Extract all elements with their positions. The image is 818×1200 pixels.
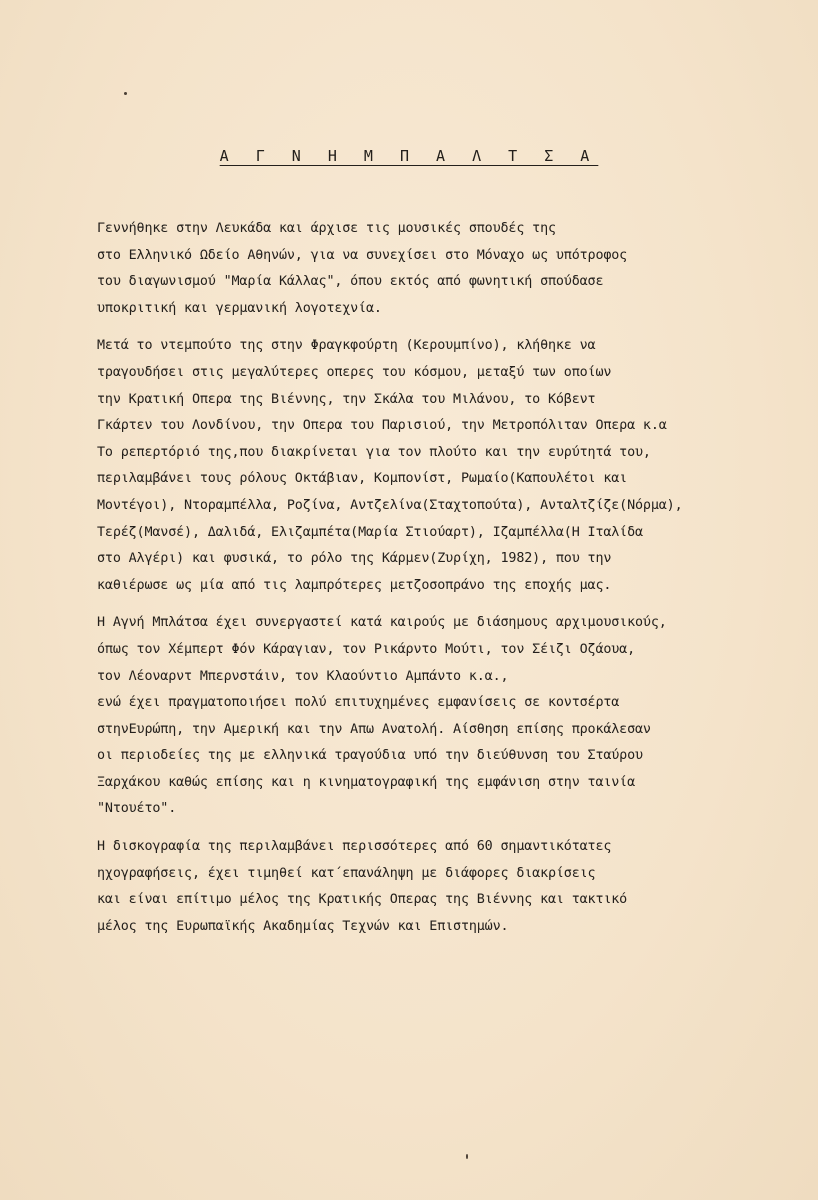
text-line: στο Ελληνικό Ωδείο Αθηνών, για να συνεχίσει στο Μόναχο ως υπότροφος	[97, 247, 628, 263]
text-line: περιλαμβάνει τους ρόλους Οκτάβιαν, Κομπονίστ, Ρωμαίο(Καπουλέτοι και	[97, 471, 628, 487]
document-body	[97, 216, 782, 951]
text-line: Τερέζ(Μανσέ), Δαλιδά, Ελιζαμπέτα(Μαρία Στιούαρτ), Ιζαμπέλλα(Η Ιταλίδα	[97, 524, 643, 540]
page-title: Α Γ Ν Η Μ Π Α Λ Τ Σ Α	[219, 147, 599, 165]
text-line: Γεννήθηκε στην Λευκάδα και άρχισε τις μουσικές σπουδές της	[97, 221, 556, 236]
text-line: τραγουδήσει στις μεγαλύτερες οπερες του κόσμου, μεταξύ των οποίων	[97, 364, 612, 380]
text-line: και είναι επίτιμο μέλος της Κρατικής Οπερας της Βιέννης και τακτικό	[97, 892, 628, 908]
paragraph-discography	[97, 834, 782, 940]
text-line: Γκάρτεν του Λονδίνου, την Οπερα του Παρισιού, την Μετροπόλιταν Οπερα κ.α	[97, 418, 667, 434]
text-line: στο Αλγέρι) και φυσικά, το ρόλο της Κάρμεν(Ζυρίχη, 1982), που την	[97, 551, 612, 567]
text-line: Μετά το ντεμπούτο της στην Φραγκφούρτη (Κερουμπίνο), κλήθηκε να	[97, 338, 596, 354]
text-line: υποκριτική και γερμανική λογοτεχνία.	[97, 300, 382, 316]
text-line: καθιέρωσε ως μία από τις λαμπρότερες μετζοσοπράνο της εποχής μας.	[97, 577, 612, 593]
paper-speck	[466, 1154, 468, 1159]
text-line: Η Αγνή Μπλάτσα έχει συνεργαστεί κατά καιρούς με διάσημους αρχιμουσικούς,	[97, 615, 667, 631]
paper-speck	[124, 92, 127, 95]
paragraph-birth-studies	[97, 216, 782, 322]
text-line: την Κρατική Οπερα της Βιέννης, την Σκάλα του Μιλάνου, το Κόβεντ	[97, 391, 596, 407]
text-line: "Ντουέτο".	[97, 801, 177, 817]
text-line: ενώ έχει πραγματοποιήσει πολύ επιτυχημένες εμφανίσεις σε κοντσέρτα	[97, 695, 620, 711]
text-line: Το ρεπερτόριό της,που διακρίνεται για τον πλούτο και την ευρύτητά του,	[97, 444, 651, 460]
paragraph-career-repertoire	[97, 333, 782, 599]
text-line: του διαγωνισμού "Μαρία Κάλλας", όπου εκτός από φωνητική σπούδασε	[97, 274, 604, 290]
text-line: Ξαρχάκου καθώς επίσης και η κινηματογραφική της εμφάνιση στην ταινία	[97, 774, 636, 790]
text-line: Η δισκογραφία της περιλαμβάνει περισσότερες από 60 σημαντικότατες	[97, 839, 612, 855]
text-line: στηνΕυρώπη, την Αμερική και την Απω Ανατολή. Αίσθηση επίσης προκάλεσαν	[97, 721, 651, 737]
text-line: ηχογραφήσεις, έχει τιμηθεί κατ΄επανάληψη με διάφορες διακρίσεις	[97, 865, 596, 881]
paragraph-collaborations	[97, 610, 782, 823]
text-line: μέλος της Ευρωπαϊκής Ακαδημίας Τεχνών και Επιστημών.	[97, 918, 509, 934]
text-line: όπως τον Χέμπερτ Φόν Κάραγιαν, τον Ρικάρντο Μούτι, τον Σέιζι Οζάουα,	[97, 641, 636, 657]
text-line: Μοντέγοι), Ντοραμπέλλα, Ροζίνα, Αντζελίνα(Σταχτοπούτα), Ανταλτζίζε(Νόρμα),	[97, 497, 683, 513]
text-line: τον Λέοναρντ Μπερνστάιν, τον Κλαούντιο Αμπάντο κ.α.,	[97, 668, 509, 684]
text-line: οι περιοδείες της με ελληνικά τραγούδια υπό την διεύθυνση του Σταύρου	[97, 748, 643, 764]
